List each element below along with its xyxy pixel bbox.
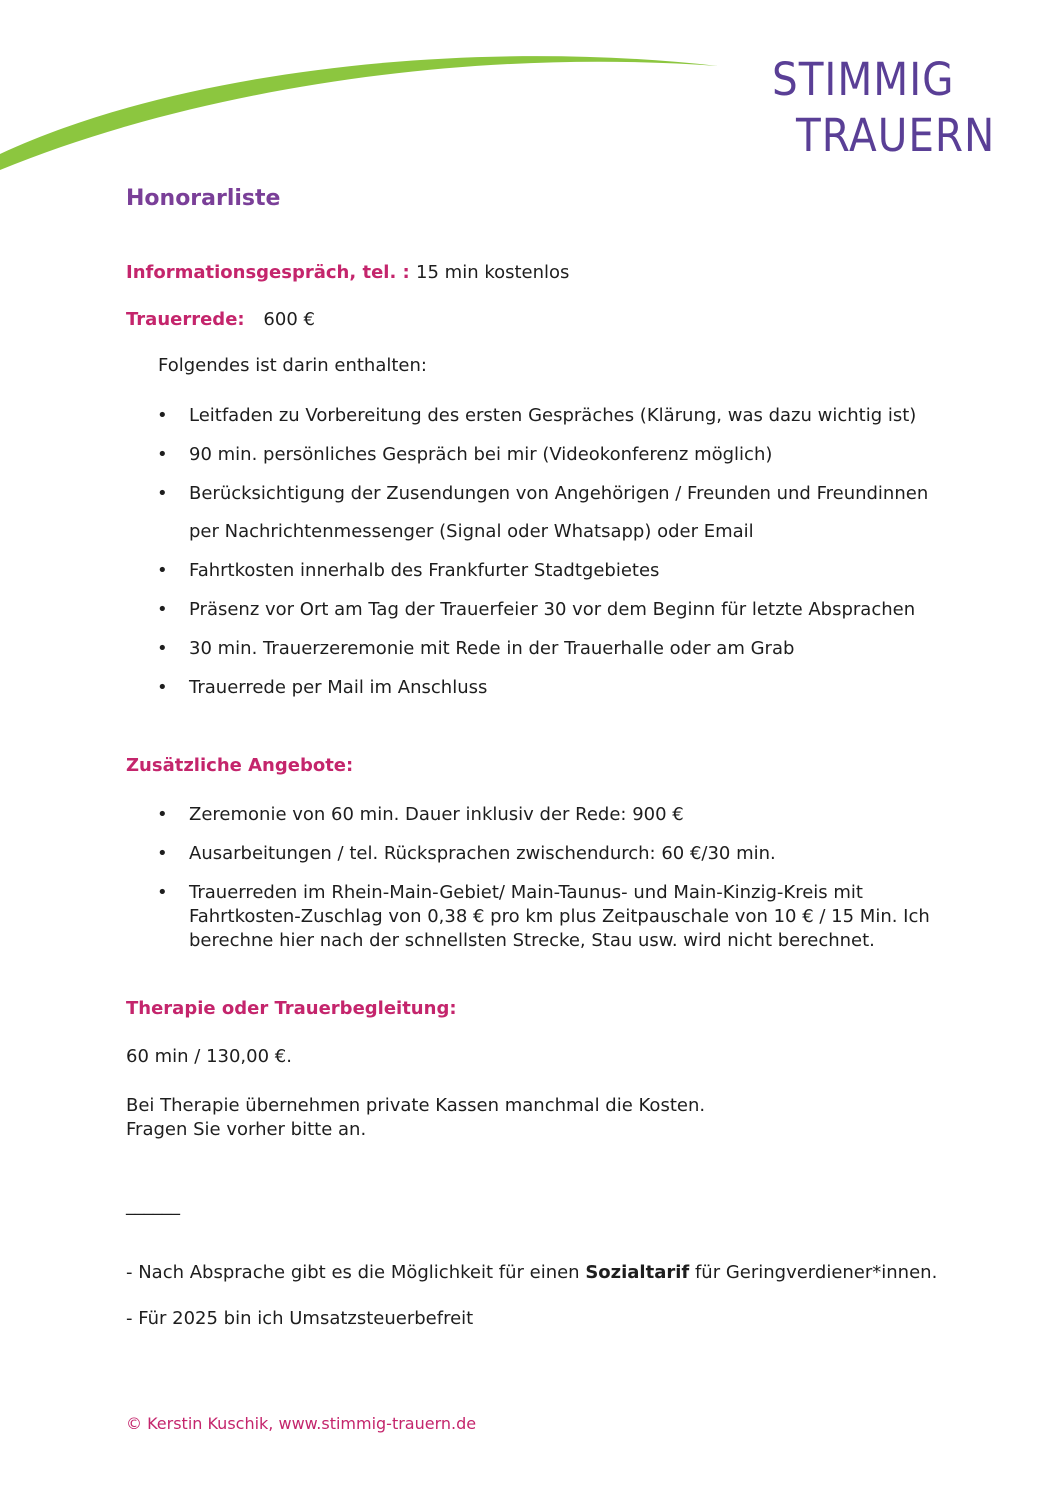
list-item: • Fahrtkosten innerhalb des Frankfurter Stadtgebietes — [126, 552, 956, 590]
info-call-label: Informationsgespräch, tel. : — [126, 262, 410, 283]
included-intro: Folgendes ist darin enthalten: — [158, 355, 427, 376]
list-item: • Berücksichtigung der Zusendungen von Angehörigen / Freunden und Freundinnen per Nachrichtenmessenger (Signal oder Whatsapp) oder Email — [126, 475, 956, 551]
info-call-value: 15 min kostenlos — [416, 262, 570, 283]
list-item: • Präsenz vor Ort am Tag der Trauerfeier 30 vor dem Beginn für letzte Absprachen — [126, 591, 956, 629]
list-item: • Leitfaden zu Vorbereitung des ersten Gespräches (Klärung, was dazu wichtig ist) — [126, 397, 956, 435]
eulogy-label: Trauerrede: — [126, 309, 245, 330]
green-swoosh-decoration — [0, 0, 740, 175]
page-title: Honorarliste — [126, 186, 281, 211]
social-tariff-bold: Sozialtarif — [585, 1262, 690, 1283]
included-services-list — [126, 397, 956, 708]
extras-list — [126, 803, 956, 968]
extras-heading: Zusätzliche Angebote: — [126, 755, 354, 776]
social-tariff-suffix: für Geringverdiener*innen. — [689, 1262, 938, 1283]
list-item: • 30 min. Trauerzeremonie mit Rede in der Trauerhalle oder am Grab — [126, 630, 956, 668]
list-item: • Trauerrede per Mail im Anschluss — [126, 669, 956, 707]
social-tariff-prefix: - Nach Absprache gibt es die Möglichkeit für einen — [126, 1262, 586, 1283]
list-item: • Trauerreden im Rhein-Main-Gebiet/ Main-Taunus- und Main-Kinzig-Kreis mit Fahrtkosten-Zuschlag von 0,38 € pro km plus Zeitpauschale von 10 € / 15 Min. Ich berechne hier nach der schnellsten Strecke, Stau usw. wird nicht berechnet. — [126, 881, 956, 953]
therapy-heading: Therapie oder Trauerbegleitung: — [126, 998, 457, 1019]
list-item: • Zeremonie von 60 min. Dauer inklusiv der Rede: 900 € — [126, 803, 956, 827]
social-tariff-note — [126, 1261, 937, 1285]
logo-line-2: TRAUERN — [796, 109, 996, 162]
list-item: • 90 min. persönliches Gespräch bei mir (Videokonferenz möglich) — [126, 436, 956, 474]
eulogy-price: 600 € — [263, 309, 315, 330]
therapy-price: 60 min / 130,00 €. — [126, 1046, 292, 1067]
info-call-line — [126, 262, 569, 283]
stimmig-trauern-logo — [770, 52, 996, 164]
tax-exempt-note: - Für 2025 bin ich Umsatzsteuerbefreit — [126, 1308, 474, 1329]
logo-line-1: STIMMIG — [772, 53, 955, 106]
eulogy-line — [126, 309, 315, 330]
footer-copyright: © Kerstin Kuschik, www.stimmig-trauern.de — [126, 1414, 477, 1433]
therapy-note-2: Fragen Sie vorher bitte an. — [126, 1119, 367, 1140]
list-item: • Ausarbeitungen / tel. Rücksprachen zwischendurch: 60 €/30 min. — [126, 842, 956, 866]
therapy-note-1: Bei Therapie übernehmen private Kassen manchmal die Kosten. — [126, 1095, 706, 1116]
separator-line: ______ — [126, 1195, 180, 1216]
